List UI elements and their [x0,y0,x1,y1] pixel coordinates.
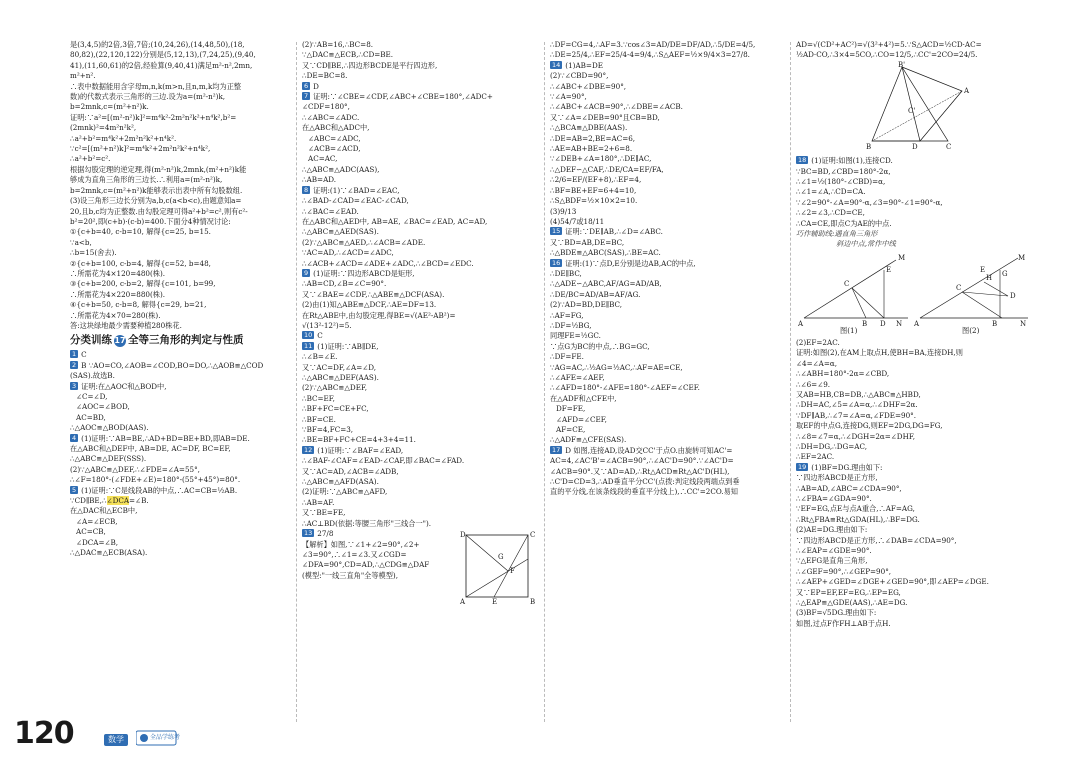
text-line: ∴△DEF∽△CAF,∴DE/CA=EF/FA, [550,164,664,174]
svg-text:D: D [880,319,886,328]
text-line: ∵CD∥BE,∴∠DCA=∠B. [70,496,149,506]
text-line: (4)54/7或18/11 [550,216,605,226]
svg-text:C: C [530,531,536,540]
text-line: AC=CB, [76,527,106,537]
page-number: 120 [14,716,74,751]
text-line: (2)证明:∵△ABC≌△AFD, [302,487,388,497]
col1-text [70,40,292,331]
svg-text:N: N [896,319,903,328]
figure-1 [797,254,908,328]
text-line: ∴AF=FG, [550,310,584,320]
svg-text:B: B [862,319,868,328]
text-line: ∴a²+b²=c². [70,154,111,164]
text-line: (2)∵AB=16,∴BC=8. [302,40,374,49]
svg-text:A: A [964,86,970,95]
text-line: ∵∠DEB+∠A=180°,∴DE∥AC, [550,154,652,164]
text-line: ∴DE=25/4,∴EF=25/4-4=9/4,∴S△AEF=½×9/4×3=27/8. [550,50,750,60]
text-line: ∴∠FBA=∠GDA=90°. [796,493,872,503]
text-line: ∴DE∥BC, [550,268,582,278]
text-line: 又AB=HB,CB=DB,∴△ABC≌△HBD, [796,389,921,399]
text-line: ∴AB=AD. [302,175,337,185]
text-line: ∴∠2=∠3,∴CD=CE, [796,208,865,218]
question-12 [302,446,540,456]
svg-text:E: E [492,598,498,606]
text-line: ∵点G为BC的中点,∴BG=GC, [550,341,650,351]
text-line: ∴△EAP≌△GDE(AAS),∴AE=DG. [796,598,908,608]
text-line: ∴BF=CE. [302,414,336,424]
text-line: ∵EF=EG,点E与点A重合,∴AF=AG, [796,504,915,514]
text-line: ∴AE=AB+BE=2+6=8. [550,144,633,154]
text-line: 41),(11,60,61)的2倍,经验算(9,40,41)满足m²-n²,2mn, [70,60,253,70]
text-line: (模型:"一线三直角"全等模型), [302,570,398,580]
column-divider [544,42,545,722]
column-1 [70,40,292,730]
text-line: 又∵BE=FE, [302,508,346,518]
answer-text: (1)证明:∵AB=BE,∴AD+BD=BE+BD,即AB=DE. [81,433,250,443]
svg-text:N: N [1020,319,1027,328]
text-line: ∴b=15(舍去). [70,248,117,258]
text-line: ∠3=90°,∴∠1=∠3.又∠CGD= [302,549,407,559]
text-line: 在△ADF和△CFE中, [550,393,617,403]
question-15 [550,227,786,237]
text-line: ∴△AOC≌△BOD(AAS). [70,423,149,433]
text-line: ∴∠1=½(180°-∠CBD)=α, [796,177,886,187]
text-line: ∴DE/BC=AD/AB=AF/AG. [550,289,641,299]
text-line: ∴∠ABC+∠DBE=90°, [550,81,627,91]
text-line: 20,且b,c均为正整数.由勾股定理可得a²+b²=c²,则有c²- [70,206,248,216]
text-line: 【解析】如图,∵∠1+∠2=90°,∠2+ [302,539,420,549]
text-line: ∵∠2=90°-∠A=90°-α,∠3=90°-∠1=90°-α, [796,197,943,207]
question-19 [796,463,1038,473]
text-line: ∴∠ABH=180°-2α=∠CBD, [796,369,890,379]
text-line: (2)由(1)知△ABE≌△DCF,∴AE=DF=13. [302,300,437,310]
text-line: 在△DAC和△ECB中, [70,506,138,516]
svg-text:D: D [460,531,466,540]
text-line: ∴AC⊥BD(依据:等腰三角形"三线合一"). [302,518,432,528]
answer-text: 27/8 [317,529,334,539]
text-line: 在△ABC和△AED中, AB=AE, ∠BAC=∠EAD, AC=AD, [302,216,488,226]
question-number: 15 [552,227,561,236]
question-13-block [302,529,540,609]
svg-text:A: A [460,598,466,606]
text-line: ∴Rt△FBA≌Rt△GDA(HL),∴BF=DG. [796,514,920,524]
text-line: AD=√(CD²+AC²)=√(3²+4²)=5.∵S△ACD=½CD·AC= [796,40,982,49]
svg-text:E: E [980,265,986,274]
svg-text:A: A [798,319,804,328]
text-line: ∵BC=BD,∠CBD=180°-2α, [796,166,891,176]
text-line: ∴∠6=∠9. [796,379,831,389]
text-line: (SAS).故选B. [70,371,115,381]
text-line: (2)EF=2AC. [796,337,840,347]
text-line: ∴所需花为4×120=480(株). [70,268,166,278]
question-number: 7 [304,92,309,101]
answer-text: D 如图,连接AD,设AD交CC'于点O.由旋转可知AC'= [565,445,733,455]
text-line: ∵AG=AC,∴½AG=½AC,∴AF=AE=CE, [550,362,683,372]
text-line: ③{c+b=200, c-b=2, 解得{c=101, b=99, [70,279,216,289]
answer-text: 证明:在△AOC和△BOD中, [81,381,167,391]
section-name: 全等三角形的判定与性质 [128,334,244,347]
svg-text:C: C [946,142,952,151]
text-line: ∴BE=BF+FC+CE=4+3+4=11. [302,435,416,445]
text-line: ∠ACB=∠ACD, [308,144,361,154]
text-line: ∵DF∥AB,∴∠7=∠A=α,∠FDE=90°. [796,410,917,420]
text-line: ∴DE=AB=2,BE=AC=6, [550,133,636,143]
text-line: 又∵∠BAE=∠CDF,∴△ABE≌△DCF(ASA). [302,289,445,299]
question-number: 1 [72,350,77,359]
section-number-badge: 17 [114,336,126,346]
question-number: 18 [798,156,807,165]
text-line: m²+n². [70,71,96,81]
text-line: ∵AC=AD,∴∠ACD=∠ADC, [302,248,394,258]
text-line: ∵a<b, [70,237,92,247]
question-number: 19 [798,462,807,471]
question-number: 17 [552,445,561,454]
text-line: ∵∠A=90°, [550,92,587,102]
text-line: ∴DF=½BG, [550,320,592,330]
text-line: ②{c+b=100, c-b=4, 解得{c=52, b=48, [70,258,211,268]
text-line: AC=4,∠AC'B'=∠ACB=90°,∴∠AC'D=90°.∵∠AC'D= [550,456,734,466]
answer-text: (1)BF=DG.理由如下: [811,462,883,472]
answer-text: (1)证明:如图(1),连接CD. [811,156,893,166]
question-9 [302,269,540,279]
text-line: ∴DH=DG,∴DG=AC, [796,441,867,451]
text-line: ∴2/6=EF/(EF+8),∴EF=4, [550,175,642,185]
svg-text:B: B [866,142,872,151]
figure-2-caption: 图(2) [962,325,980,335]
text-line: AC=AC, [308,154,338,164]
text-line: 是(3,4,5)的2倍,3倍,7倍;(10,24,26),(14,48,50),(18, [70,40,245,49]
text-line: DF=FE, [556,404,586,414]
text-line: AC=BD, [76,412,106,422]
tip-text: 斜边中点,常作中线 [836,239,896,249]
answer-text: 证明:(1)∵点D,E分别是边AB,AC的中点, [565,258,696,268]
answer-text: B ∵AO=CO,∠AOB=∠COD,BO=DO,∴△AOB≌△COD [81,360,264,370]
answer-text: (1)证明:∵四边形ABCD是矩形, [313,268,415,278]
text-line: ∴∠BAC=∠EAD. [302,206,359,216]
text-line: ∠AOC=∠BOD, [76,402,130,412]
text-line: 在△ABC和△DEF中, AB=DE, AC=DF, BC=EF, [70,444,231,454]
text-line: ∴∠ACB+∠ACD=∠ADE+∠ADC,∴∠BCD=∠EDC. [302,258,474,268]
answer-text: (1)证明:∵C是线段AB的中点,∴AC=CB=½AB. [81,485,238,495]
text-line: ∠AFD=∠CEF, [556,414,607,424]
text-line: ∴△ABC≌△ADC(AAS), [302,164,380,174]
question-number: 10 [304,331,313,340]
question-number: 14 [552,60,561,69]
text-line: ∴∠8=∠7=α,∴∠DGH=2α=∠DHF, [796,431,915,441]
question-number: 2 [72,360,77,369]
text-line: 够成为直角三角形的三边长.∴利用a=(m²-n²)k, [70,175,223,185]
text-line: 又∵AC=DF,∠A=∠D, [302,362,377,372]
answer-text: (1)AB=DE [565,60,603,70]
text-line: 答:这块绿地最少需要种植280株花. [70,320,182,330]
text-line: ∴∠AFE=∠AEF, [550,373,605,382]
text-line: ∴DH=AC,∠5=∠A=α,∴∠DHF=2α. [796,400,918,410]
question-3 [70,382,292,392]
text-line: (3)9/13 [550,206,577,216]
text-line: ∠A=∠ECB, [76,516,118,526]
text-line: (2mnk)²=4m²n²k², [70,123,137,133]
svg-text:C: C [844,279,850,288]
text-line: 又∵∠A=∠DEB=90°且CB=BD, [550,112,660,122]
text-line: ④{c+b=50, c-b=8, 解得{c=29, b=21, [70,300,207,310]
text-line: ∴∠EAP=∠GDE=90°. [796,546,872,555]
question-number: 16 [552,258,561,267]
text-line: ∴△BCA≌△DBE(AAS). [550,123,628,133]
text-line: 又∵CD∥BE,∴四边形BCDE是平行四边形, [302,60,438,70]
text-line: ∴AB=CD,∠B=∠C=90°. [302,279,387,289]
column-divider [790,42,791,722]
answer-text: C [81,350,87,360]
brand-logo [136,728,181,751]
answer-text: 证明:(1)∵∠BAD=∠EAC, [313,185,400,195]
text-line: ∴表中数据能用含字母m,n,k(m>n,且n,m,k均为正整 [70,81,242,91]
text-line: ∠4=∠A=α, [796,358,837,368]
svg-text:B: B [992,319,998,328]
question-5 [70,486,292,496]
text-line: ∴△BDE≌△ABC(SAS),∴BE=AC. [550,248,661,258]
question-number: 12 [304,445,313,454]
svg-text:C: C [956,283,962,292]
text-line: (3)BF=√5DG.理由如下: [796,608,877,618]
text-line: ∵c²=[(m²+n²)k]²=m⁴k²+2m²n²k²+n⁴k², [70,144,211,154]
text-line: ∠CDF=180°, [302,102,350,112]
text-line: ①{c+b=40, c-b=10, 解得{c=25, b=15. [70,227,211,237]
question-number: 11 [304,341,313,350]
svg-text:B: B [530,598,536,606]
text-line: b=2mnk,c=(m²+n²)k能够表示出表中所有勾股数组. [70,185,243,195]
text-line: ½AD·CO,∴3×4=5CO,∴CO=12/5,∴CC'=2CO=24/5. [796,50,978,60]
text-line: ∴C'D=CD=3,∴AD垂直平分CC'(点拨:判定线段两端点到垂 [550,477,740,487]
text-line: (2)∵△ABC≌△AED,∴∠ACB=∠ADE. [302,237,426,247]
svg-text:D: D [1010,291,1016,300]
svg-text:D: D [912,142,918,151]
question-number: 6 [304,81,309,90]
highlighted-text: ∠DCA [106,496,130,506]
column-2 [302,40,540,730]
text-line: √(13²-12²)=5. [302,320,352,330]
text-line: 在△ABC和△ADC中, [302,123,370,133]
answer-text: (1)证明:∵AB∥DE, [317,341,379,351]
text-line: (2)AE=DG.理由如下: [796,525,868,535]
text-line: ∴△ABC≌△AFD(ASA). [302,477,379,487]
question-11 [302,342,540,352]
question-number: 9 [304,268,309,277]
text-line: 根据勾股定理的逆定理,得(m²-n²)k,2mnk,(m²+n²)k能 [70,164,247,174]
figure-1-caption: 图(1) [840,325,858,335]
svg-text:E: E [886,265,892,274]
geometry-figures [796,250,1032,330]
question-6 [302,82,540,92]
text-line: ∠DCA=∠B, [76,537,119,547]
section-label: 分类训练 [70,334,112,347]
text-line: ∴∠GEF=90°,∴∠GEP=90°, [796,566,892,576]
section-title [70,333,292,348]
svg-text:G: G [1002,269,1008,278]
question-10 [302,331,540,341]
answer-text: 证明:∵∠CBE=∠CDF,∠ABC+∠CBE=180°,∠ADC+ [313,92,493,102]
text-line: ∵BF=4,FC=3, [302,425,354,435]
brand-text: 全品学练考 [150,734,181,741]
rotation-figure [862,61,982,153]
text-line: ∵△DAC≌△ECB,∴CD=BE. [302,50,394,60]
answer-text: C [317,331,323,341]
text-line: ∵四边形ABCD是正方形,∴∠DAB=∠CDA=90°, [796,535,957,545]
text-line: ∴∠F=180°-(∠FDE+∠E)=180°-(55°+45°)=80°. [70,475,241,485]
svg-text:M: M [1018,253,1026,262]
text-line: ∠ABC=∠ADC, [308,133,361,143]
text-line: ∴∠BAF-∠CAF=∠EAD-∠CAF,即∠BAC=∠FAD. [302,456,465,466]
text-line: ∴BC=EF, [302,393,335,403]
text-line: 又∵AC=AD,∠ACB=∠ADB, [302,466,399,476]
svg-text:B': B' [898,60,906,69]
svg-text:A: A [914,319,920,328]
text-line: 取EF的中点G,连接DG,则EF=2DG,DG=FG, [796,421,943,431]
text-line: ∠DFA=90°,CD=AD,∴△CDG≌△DAF [302,560,430,570]
question-2 [70,361,292,371]
text-line: ∴△ABC≌△DEF(SSS). [70,454,147,464]
question-8 [302,186,540,196]
text-line: ∴DF=CG=4,∴AF=3.∵cos∠3=AD/DE=DF/AD,∴5/DE=4/5, [550,40,756,49]
column-divider [296,42,297,722]
question-7 [302,92,540,102]
text-line: ∴∠AFD=180°-∠AFE=180°-∠AEF=∠CEF. [550,383,700,393]
text-line: 直的平分线,在该条线段的垂直平分线上),∴CC'=2CO.易知 [550,487,738,497]
text-line: ∴AB=AD,∠ABC=∠CDA=90°, [796,483,902,493]
text-line: 在Rt△ABE中,由勾股定理,得BE=√(AE²-AB²)= [302,310,456,320]
text-line: 同理FE=½GC. [550,331,601,341]
text-line: ∴△ABC≌△DEF(AAS). [302,373,379,382]
question-16 [550,259,786,269]
text-line: ∴EF=2AC. [796,452,835,462]
text-line: ∴BF=BE+EF=6+4=10, [550,185,637,195]
text-line: (2)∵AD=BD,DE∥BC, [550,300,623,310]
column-4 [796,40,1038,730]
square-figure [458,529,536,605]
text-line: ∴∠B=∠E. [302,352,338,362]
question-number: 13 [304,529,313,538]
text-line: ∴DE=BC=8. [302,71,348,81]
figure-2 [913,254,1028,328]
text-line: 证明:∵a²=[(m²-n²)k]²=m⁴k²-2m²n²k²+n⁴k²,b²= [70,112,237,122]
svg-text:M: M [898,253,906,262]
text-line: 证明:如图(2),在AM上取点H,使BH=BA,连接DH,则 [796,348,963,358]
question-number: 4 [72,433,77,442]
text-line: (2)∵△ABC≌△DEF, [302,383,368,393]
answer-text: 证明:∵DE∥AB,∴∠D=∠ABC. [565,227,663,237]
text-line: ∴∠1=∠A,∴CD=CA. [796,187,866,197]
svg-text:C': C' [908,106,916,115]
answer-text: D [313,81,319,91]
question-17 [550,446,786,456]
question-4 [70,434,292,444]
svg-text:F: F [510,567,515,576]
text-line: ∴所需花为4×220=880(株). [70,289,166,299]
text-line: ∴所需花为4×70=280(株). [70,310,161,320]
text-line: ∴CA=CE,即点C为AE的中点. [796,218,892,228]
text-line: 数)的代数式表示三角形的三边.设为a=(m²-n²)k, [70,92,226,102]
svg-text:H: H [986,273,993,282]
text-line: ∴△ADF≌△CFE(SAS). [550,435,627,445]
text-line: ∴△ABC≌△AED(SAS). [302,227,379,237]
question-number: 8 [304,185,309,194]
text-line: ∴∠AEP+∠GED=∠DGE+∠GED=90°,即∠AEP=∠DGE. [796,577,989,587]
text-line: b=2mnk,c=(m²+n²)k. [70,102,149,112]
text-line: ∴S△BDF=½×10×2=10. [550,196,638,206]
text-line: 又∵BD=AB,DE=BC, [550,237,625,247]
text-line: ∴BF+FC=CE+FC, [302,404,369,414]
text-line: ∴∠ABC+∠ACB=90°,∴∠DBE=∠ACB. [550,102,683,112]
text-line: ∴AB=AF. [302,497,335,507]
text-line: 如图,过点F作FH⊥AB于点H. [796,618,891,628]
text-line: (3)设三角形三边长分别为a,b,c(a<b<c),由题意知a= [70,196,242,206]
question-1 [70,350,292,360]
column-3 [550,40,786,730]
figures-1-2 [796,250,1038,338]
question-14 [550,61,786,71]
text-line: ∴∠BAD-∠CAD=∠EAC-∠CAD, [302,196,409,206]
text-line: ∠ACB=90°.又∵AD=AD,∴Rt△ACD≌Rt△AC'D(HL), [550,466,730,476]
text-line: AF=CE, [556,425,586,435]
question-number: 3 [72,381,77,390]
tip-text: 巧作辅助线:遇直角三角形 [796,229,878,239]
text-line: 又∵EP=EF,EF=EG,∴EP=EG, [796,587,901,597]
text-line: ∵四边形ABCD是正方形, [796,473,878,483]
text-line: (2)∵△ABC≌△DEF,∴∠FDE=∠A=55°, [70,464,200,474]
text-line: ∴a²+b²=m⁴k²+2m²n²k²+n⁴k². [70,133,177,143]
text-line: ∠C=∠D, [76,392,108,401]
text-line: ∴△DAC≌△ECB(ASA). [70,548,148,558]
question-number: 5 [72,485,77,494]
text-line: 80,82),(22,120,122)分别是(5,12,13),(7,24,25),(9,40, [70,50,256,60]
subject-badge: 数学 [104,734,128,746]
text-line: b²=20²,即(c+b)·(c-b)=400.下面分4种情况讨论: [70,216,231,226]
svg-text:G: G [498,553,504,562]
text-line: ∴△ADE∽△ABC,AF/AG=AD/AB, [550,279,662,289]
text-line: ∵△EFG是直角三角形, [796,556,868,566]
question-18 [796,156,1038,166]
text-line: (2)∵∠CBD=90°, [550,71,609,81]
text-line: ∴∠ABC=∠ADC. [302,112,360,122]
answer-text: (1)证明:∵∠BAF=∠EAD, [317,445,404,455]
text-line: ∴DF=FE. [550,352,584,362]
